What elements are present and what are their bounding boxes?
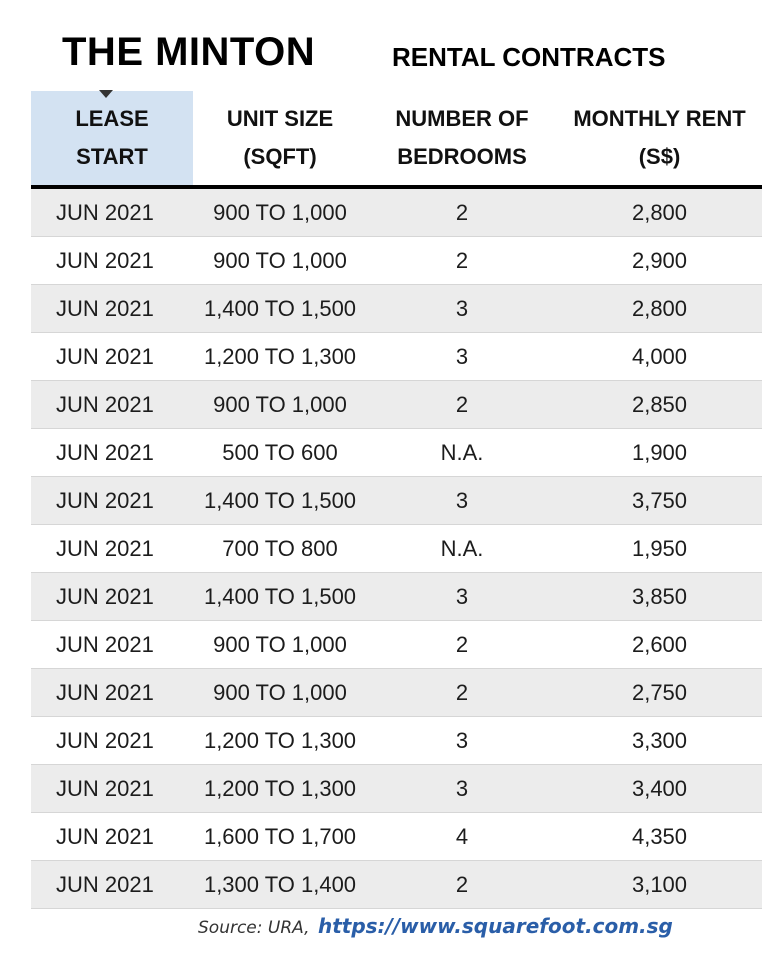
cell-bedrooms: 3 [367,717,557,765]
cell-lease-start: JUN 2021 [31,285,193,333]
source-label: Source: URA, [198,918,310,938]
cell-bedrooms: 3 [367,333,557,381]
table-row [31,477,762,525]
cell-monthly-rent: 2,600 [557,621,762,669]
cell-monthly-rent: 2,900 [557,237,762,285]
cell-lease-start: JUN 2021 [31,333,193,381]
header-label-line2: START [76,144,148,169]
page-subtitle: RENTAL CONTRACTS [392,42,666,72]
filter-dropdown-icon[interactable] [99,90,113,98]
table-row [31,381,762,429]
cell-bedrooms: 3 [367,765,557,813]
cell-lease-start: JUN 2021 [31,237,193,285]
header-label-line2: (S$) [638,144,681,169]
cell-monthly-rent: 4,350 [557,813,762,861]
cell-monthly-rent: 2,800 [557,187,762,237]
cell-lease-start: JUN 2021 [31,187,193,237]
cell-bedrooms: 2 [367,669,557,717]
cell-unit-size: 1,300 TO 1,400 [193,861,367,909]
header-label-line1: NUMBER OF [395,106,529,131]
table-row [31,285,762,333]
cell-unit-size: 1,200 TO 1,300 [193,765,367,813]
cell-unit-size: 1,400 TO 1,500 [193,573,367,621]
cell-lease-start: JUN 2021 [31,621,193,669]
header-lease-start[interactable] [31,91,193,187]
page-title: THE MINTON [62,30,316,74]
cell-monthly-rent: 2,800 [557,285,762,333]
cell-bedrooms: N.A. [367,525,557,573]
table-row [31,717,762,765]
header-row [31,91,762,187]
header-unit-size[interactable] [193,91,367,187]
cell-monthly-rent: 3,750 [557,477,762,525]
table-row [31,237,762,285]
table-row [31,333,762,381]
cell-bedrooms: 2 [367,237,557,285]
header-bedrooms[interactable] [367,91,557,187]
cell-lease-start: JUN 2021 [31,477,193,525]
cell-unit-size: 900 TO 1,000 [193,669,367,717]
cell-lease-start: JUN 2021 [31,381,193,429]
cell-lease-start: JUN 2021 [31,669,193,717]
cell-unit-size: 1,200 TO 1,300 [193,333,367,381]
cell-bedrooms: 2 [367,381,557,429]
cell-unit-size: 900 TO 1,000 [193,621,367,669]
table-row [31,621,762,669]
header-label-line1: MONTHLY RENT [573,106,746,131]
cell-monthly-rent: 2,750 [557,669,762,717]
table-row [31,525,762,573]
header-monthly-rent[interactable] [557,91,762,187]
header-label-line2: BEDROOMS [397,144,527,169]
cell-bedrooms: 3 [367,477,557,525]
cell-bedrooms: 2 [367,621,557,669]
cell-monthly-rent: 3,100 [557,861,762,909]
cell-unit-size: 900 TO 1,000 [193,187,367,237]
table-row [31,813,762,861]
cell-monthly-rent: 2,850 [557,381,762,429]
cell-unit-size: 900 TO 1,000 [193,381,367,429]
header-label-line2: (SQFT) [243,144,317,169]
cell-monthly-rent: 4,000 [557,333,762,381]
cell-lease-start: JUN 2021 [31,813,193,861]
cell-unit-size: 1,600 TO 1,700 [193,813,367,861]
table-header [31,91,762,187]
cell-bedrooms: 3 [367,573,557,621]
cell-lease-start: JUN 2021 [31,861,193,909]
table-row [31,429,762,477]
cell-bedrooms: N.A. [367,429,557,477]
cell-lease-start: JUN 2021 [31,525,193,573]
cell-lease-start: JUN 2021 [31,429,193,477]
table-row [31,669,762,717]
cell-unit-size: 500 TO 600 [193,429,367,477]
cell-bedrooms: 2 [367,187,557,237]
cell-monthly-rent: 3,850 [557,573,762,621]
table-row [31,861,762,909]
cell-unit-size: 1,400 TO 1,500 [193,477,367,525]
cell-lease-start: JUN 2021 [31,717,193,765]
header-label-line1: UNIT SIZE [226,106,334,131]
source-note [198,914,673,938]
cell-monthly-rent: 3,400 [557,765,762,813]
cell-bedrooms: 3 [367,285,557,333]
cell-lease-start: JUN 2021 [31,765,193,813]
cell-lease-start: JUN 2021 [31,573,193,621]
table-row [31,573,762,621]
cell-bedrooms: 4 [367,813,557,861]
cell-unit-size: 1,400 TO 1,500 [193,285,367,333]
cell-bedrooms: 2 [367,861,557,909]
header-label-line1: LEASE [75,106,149,131]
table-row [31,187,762,237]
cell-monthly-rent: 3,300 [557,717,762,765]
rental-contracts-table [31,91,762,909]
source-link[interactable]: https://www.squarefoot.com.sg [317,914,673,938]
table-body [31,187,762,909]
cell-unit-size: 900 TO 1,000 [193,237,367,285]
table-row [31,765,762,813]
cell-unit-size: 700 TO 800 [193,525,367,573]
cell-monthly-rent: 1,950 [557,525,762,573]
cell-monthly-rent: 1,900 [557,429,762,477]
cell-unit-size: 1,200 TO 1,300 [193,717,367,765]
